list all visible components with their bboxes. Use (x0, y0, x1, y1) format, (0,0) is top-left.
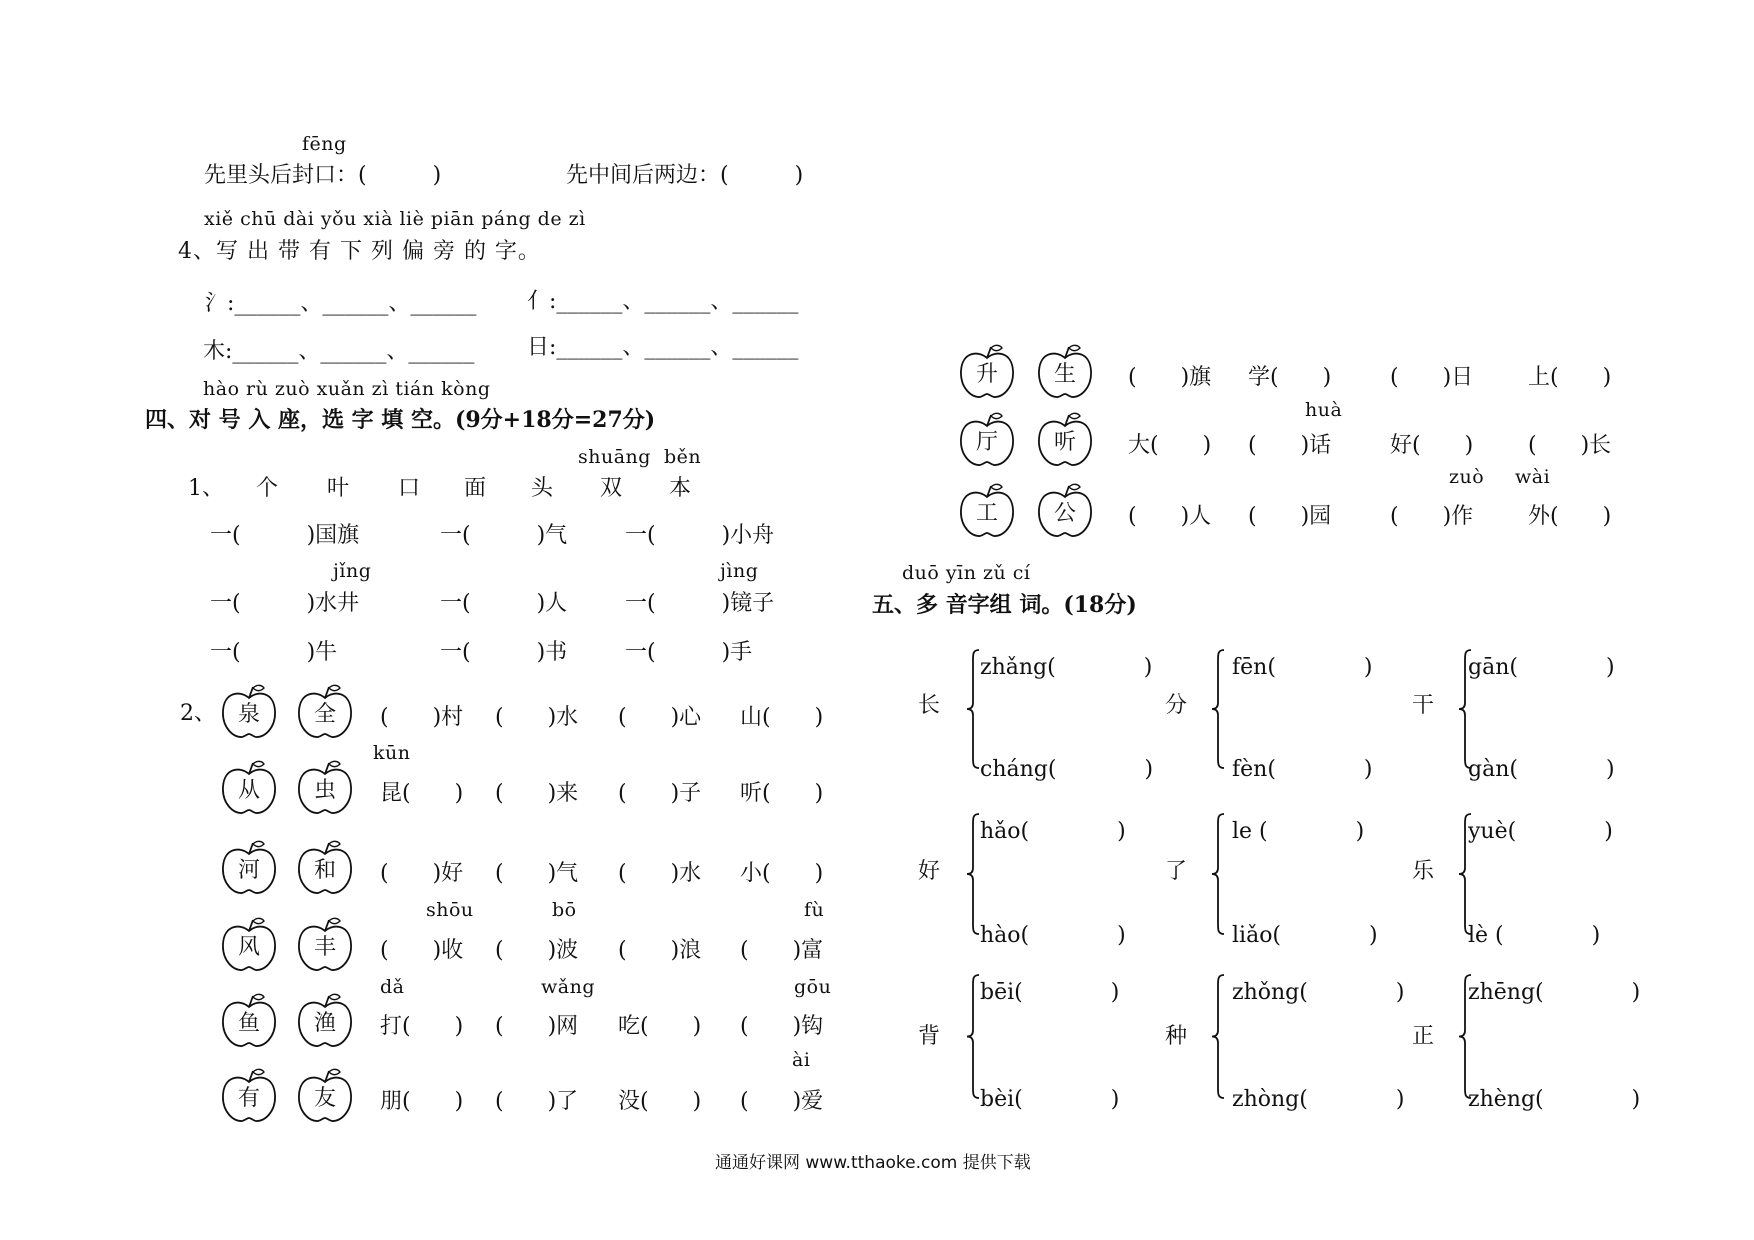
apple-char: 全 (313, 702, 336, 727)
polyphone-reading-top: gān( ) (1468, 655, 1615, 680)
apple-char-box (296, 917, 354, 969)
q1-row3-item: 一( )手 (625, 640, 753, 665)
fill-blank-item: ( )村 (380, 705, 464, 730)
polyphone-char: 正 (1412, 1024, 1435, 1049)
fill-blank-item: ( )日 (1390, 365, 1474, 390)
q1-row2-item: 一( )人 (440, 591, 568, 616)
fill-blank-item: ( )旗 (1128, 365, 1212, 390)
fill-blank-item: ( )富 (740, 938, 824, 963)
pinyin-wang: wǎng (541, 976, 595, 998)
apple-char: 生 (1053, 362, 1076, 387)
polyphone-reading-top: zhǎng( ) (980, 655, 1153, 680)
apple-char: 公 (1053, 501, 1076, 526)
apple-char-box (220, 917, 278, 969)
polyphone-char: 背 (918, 1024, 941, 1049)
fill-blank-item: ( )钩 (740, 1014, 824, 1039)
polyphone-char: 乐 (1412, 859, 1435, 884)
apple-char: 从 (237, 778, 260, 803)
q1-row3-item: 一( )牛 (210, 640, 338, 665)
pinyin-hua: huà (1305, 399, 1343, 421)
fill-blank-item: 好( ) (1390, 433, 1474, 458)
fill-blank-item: 吃( ) (618, 1014, 702, 1039)
pinyin-ai: ài (792, 1049, 811, 1071)
fill-blank-item: 打( ) (380, 1014, 464, 1039)
fill-blank-item: ( )收 (380, 938, 464, 963)
apple-char-box (220, 1068, 278, 1120)
pinyin-jing: jǐng (333, 560, 372, 582)
s5-title: 五、多 音字组 词。(18分) (872, 592, 1137, 618)
stroke-order-left: 先里头后封口：( ) (204, 163, 442, 188)
q1-row2-item: 一( )镜子 (625, 591, 775, 616)
pinyin-shuang: shuāng (578, 446, 651, 468)
apple-char-box (296, 684, 354, 736)
pinyin-fu: fù (804, 899, 825, 921)
apple-char-box (1036, 344, 1094, 396)
apple-char: 虫 (313, 778, 336, 803)
fill-blank-item: ( )了 (495, 1089, 579, 1114)
s5-pinyin: duō yīn zǔ cí (902, 562, 1031, 584)
apple-char-box (220, 840, 278, 892)
fill-blank-item: ( )子 (618, 781, 702, 806)
fill-blank-item: 没( ) (618, 1089, 702, 1114)
apple-char-box (296, 1068, 354, 1120)
fill-blank-item: ( )心 (618, 705, 702, 730)
radical-row2-left: 木:______、______、______ (203, 339, 475, 364)
fill-blank-item: ( )气 (495, 861, 579, 886)
fill-blank-item: ( )人 (1128, 504, 1212, 529)
polyphone-char: 种 (1165, 1024, 1188, 1049)
radical-row1-left: 氵:______、______、______ (205, 291, 477, 316)
fill-blank-item: 昆( ) (380, 781, 464, 806)
fill-blank-item: ( )作 (1390, 504, 1474, 529)
polyphone-reading-bottom: zhòng( ) (1232, 1087, 1405, 1112)
polyphone-char: 干 (1412, 693, 1435, 718)
apple-char: 泉 (237, 702, 260, 727)
fill-blank-item: 外( ) (1528, 504, 1612, 529)
pinyin-feng: fēng (302, 133, 347, 155)
q1-word: 头 (531, 476, 554, 501)
polyphone-reading-top: zhǒng( ) (1232, 980, 1405, 1005)
pinyin-bo: bō (552, 899, 577, 921)
apple-char: 河 (237, 858, 260, 883)
footer-credit: 通通好课网 www.tthaoke.com 提供下载 (715, 1153, 1031, 1173)
pinyin-da: dǎ (380, 976, 405, 998)
s4-title: 四、对 号 入 座，选 字 填 空。(9分+18分=27分) (145, 407, 656, 433)
q4-pinyin: xiě chū dài yǒu xià liè piān páng de zì (204, 208, 586, 230)
q1-word: 双 (600, 476, 623, 501)
polyphone-reading-top: hǎo( ) (980, 819, 1126, 844)
polyphone-reading-bottom: lè ( ) (1468, 923, 1601, 948)
q1-word: 口 (398, 476, 421, 501)
apple-char: 友 (313, 1086, 336, 1111)
polyphone-reading-bottom: bèi( ) (980, 1087, 1120, 1112)
radical-row2-right: 日:______、______、______ (527, 335, 799, 360)
polyphone-char: 了 (1165, 859, 1188, 884)
apple-char: 鱼 (237, 1011, 260, 1036)
q1-row1-item: 一( )国旗 (210, 523, 360, 548)
q1-word: 面 (464, 476, 487, 501)
pinyin-ben: běn (664, 446, 702, 468)
apple-char-box (296, 993, 354, 1045)
apple-char: 渔 (313, 1011, 336, 1036)
apple-char-box (1036, 412, 1094, 464)
apple-char: 和 (313, 858, 336, 883)
fill-blank-item: 上( ) (1528, 365, 1612, 390)
pinyin-shou: shōu (426, 899, 474, 921)
apple-char-box (1036, 483, 1094, 535)
q1-label: 1、 (188, 476, 224, 501)
apple-char-box (958, 483, 1016, 535)
polyphone-reading-bottom: zhèng( ) (1468, 1087, 1641, 1112)
q1-word: 本 (669, 476, 692, 501)
q1-word: 个 (256, 476, 279, 501)
polyphone-reading-bottom: gàn( ) (1468, 757, 1615, 782)
apple-char-box (220, 993, 278, 1045)
apple-char-box (296, 840, 354, 892)
q1-row2-item: 一( )水井 (210, 591, 360, 616)
polyphone-reading-top: yuè( ) (1468, 819, 1613, 844)
apple-char: 听 (1053, 430, 1076, 455)
q4-title: 4、写 出 带 有 下 列 偏 旁 的 字。 (178, 239, 541, 264)
fill-blank-item: 朋( ) (380, 1089, 464, 1114)
polyphone-char: 分 (1165, 693, 1188, 718)
polyphone-reading-top: le ( ) (1232, 819, 1365, 844)
fill-blank-item: ( )来 (495, 781, 579, 806)
q1-row1-item: 一( )气 (440, 523, 568, 548)
polyphone-reading-top: bēi( ) (980, 980, 1120, 1005)
fill-blank-item: ( )爱 (740, 1089, 824, 1114)
fill-blank-item: 学( ) (1248, 365, 1332, 390)
fill-blank-item: 山( ) (740, 705, 824, 730)
polyphone-char: 长 (918, 693, 941, 718)
polyphone-char: 好 (918, 859, 941, 884)
polyphone-reading-top: fēn( ) (1232, 655, 1373, 680)
polyphone-reading-bottom: cháng( ) (980, 757, 1154, 782)
pinyin-wai: wài (1515, 466, 1551, 488)
fill-blank-item: ( )长 (1528, 433, 1612, 458)
stroke-order-right: 先中间后两边：( ) (566, 163, 804, 188)
fill-blank-item: ( )网 (495, 1014, 579, 1039)
pinyin-jing: jìng (720, 560, 759, 582)
apple-char-box (958, 344, 1016, 396)
fill-blank-item: 大( ) (1128, 433, 1212, 458)
apple-char: 工 (975, 501, 998, 526)
fill-blank-item: 小( ) (740, 861, 824, 886)
brace-icon (1210, 648, 1228, 770)
q1-row3-item: 一( )书 (440, 640, 568, 665)
brace-icon (1210, 812, 1228, 936)
apple-char: 升 (975, 362, 998, 387)
fill-blank-item: ( )波 (495, 938, 579, 963)
fill-blank-item: ( )园 (1248, 504, 1332, 529)
q1-row1-item: 一( )小舟 (625, 523, 775, 548)
s4-pinyin: hào rù zuò xuǎn zì tián kòng (203, 378, 491, 400)
apple-char: 风 (237, 935, 260, 960)
fill-blank-item: ( )水 (618, 861, 702, 886)
apple-char: 厅 (975, 430, 998, 455)
brace-icon (1210, 973, 1228, 1100)
apple-char: 丰 (313, 935, 336, 960)
fill-blank-item: ( )好 (380, 861, 464, 886)
fill-blank-item: ( )话 (1248, 433, 1332, 458)
apple-char: 有 (237, 1086, 260, 1111)
fill-blank-item: ( )浪 (618, 938, 702, 963)
fill-blank-item: ( )水 (495, 705, 579, 730)
apple-char-box (958, 412, 1016, 464)
apple-char-box (296, 760, 354, 812)
polyphone-reading-bottom: hào( ) (980, 923, 1126, 948)
radical-row1-right: 亻:______、______、______ (527, 289, 799, 314)
fill-blank-item: 听( ) (740, 781, 824, 806)
pinyin-zuo: zuò (1449, 466, 1485, 488)
polyphone-reading-top: zhēng( ) (1468, 980, 1641, 1005)
pinyin-kun: kūn (373, 742, 411, 764)
apple-char-box (220, 684, 278, 736)
polyphone-reading-bottom: fèn( ) (1232, 757, 1373, 782)
polyphone-reading-bottom: liǎo( ) (1232, 923, 1378, 948)
q1-word: 叶 (327, 476, 350, 501)
apple-char-box (220, 760, 278, 812)
q2-label: 2、 (180, 701, 216, 726)
pinyin-gou: gōu (794, 976, 832, 998)
